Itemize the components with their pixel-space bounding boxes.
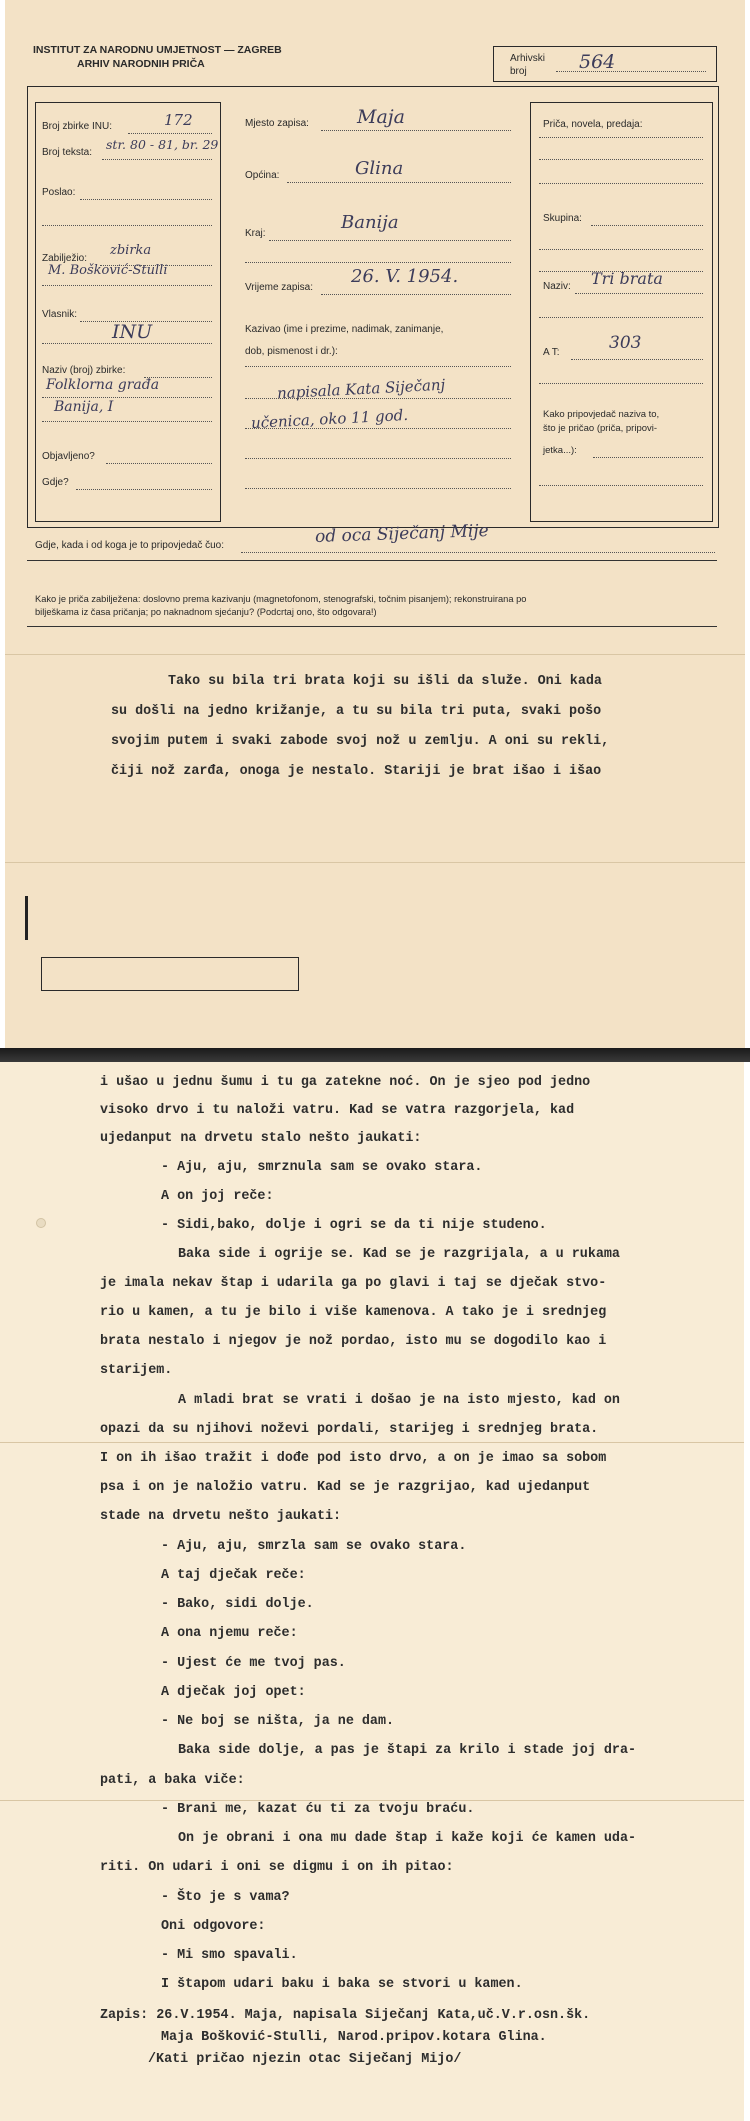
institute-name: INSTITUT ZA NARODNU UMJETNOST — ZAGREB — [33, 44, 282, 56]
date-value: 26. V. 1954. — [351, 266, 459, 287]
collection-number-label: Broj zbirke INU: — [42, 121, 113, 132]
story-line: stade na drvetu nešto jaukati: — [100, 1509, 342, 1524]
at-label: A T: — [543, 347, 560, 358]
archive-name: ARHIV NARODNIH PRIČA — [77, 58, 205, 70]
story-line: A taj dječak reče: — [161, 1568, 306, 1583]
where-label: Gdje? — [42, 477, 69, 488]
story-line: A on joj reče: — [161, 1189, 274, 1204]
archive-number-label: Arhivski — [510, 53, 546, 64]
municipality-value: Glina — [355, 158, 404, 179]
story-line: - Brani me, kazat ću ti za tvoju braću. — [161, 1802, 475, 1817]
story-line: - Bako, sidi dolje. — [161, 1597, 314, 1612]
story-line: A mladi brat se vrati i došao je na isto mjesto, kad on — [178, 1393, 620, 1408]
source-value: od oca Siječanj Mije — [314, 520, 489, 548]
collection-number-value: 172 — [164, 111, 193, 129]
story-line: starijem. — [100, 1363, 173, 1378]
story-line: Tako su bila tri brata koji su išli da služe. Oni kada — [168, 674, 602, 689]
story-line: Baka side dolje, a pas je štapi za krilo i stade joj dra- — [178, 1743, 637, 1758]
collection-name-value-2: Banija, I — [54, 399, 114, 415]
narrator-value-2: učenica, oko 11 god. — [250, 405, 409, 433]
collection-name-value: Folklorna građa — [46, 377, 160, 393]
archive-form-page — [5, 0, 745, 1048]
archive-number-value: 564 — [579, 51, 616, 73]
region-value: Banija — [341, 212, 399, 233]
story-line: brata nestalo i njegov je nož pordao, isto mu se dogodilo kao i — [100, 1334, 607, 1349]
date-label: Vrijeme zapisa: — [245, 282, 313, 293]
story-line: svojim putem i svaki zabode svoj nož u zemlju. A oni su rekli, — [111, 734, 610, 749]
title-value: Tri brata — [591, 269, 663, 288]
place-value: Maja — [357, 106, 406, 128]
text-number-label: Broj teksta: — [42, 147, 93, 158]
story-line: visoko drvo i tu naloži vatru. Kad se vatra razgorjela, kad — [100, 1103, 575, 1118]
story-line: Baka side i ogrije se. Kad se je razgrijala, a u rukama — [178, 1247, 620, 1262]
recorded-by-name: M. Bošković-Stulli — [48, 263, 168, 278]
story-line: - Aju, aju, smrznula sam se ovako stara. — [161, 1160, 483, 1175]
story-line: - Aju, aju, smrzla sam se ovako stara. — [161, 1539, 467, 1554]
record-note-line: /Kati pričao njezin otac Siječanj Mijo/ — [148, 2052, 462, 2067]
narrator-label: Kazivao (ime i prezime, nadimak, zanimanje, — [245, 324, 444, 335]
story-line: On je obrani i ona mu dade štap i kaže koji će kamen uda- — [178, 1831, 637, 1846]
sent-label: Poslao: — [42, 187, 76, 198]
recorded-by-value: zbirka — [110, 243, 152, 258]
archive-number-label-2: broj — [510, 66, 527, 77]
narrator-title-label-2: što je pričao (priča, pripovi- — [543, 423, 658, 434]
method-note-line-1: Kako je priča zabilježena: doslovno prema kazivanju (magnetofonom, stenografski, točnim pisanjem); rekonstruirana po — [35, 594, 527, 604]
story-line: ujedanput na drvetu stalo nešto jaukati: — [100, 1131, 422, 1146]
archive-number-box — [493, 46, 717, 82]
recorded-by-label: Zabilježio: — [42, 253, 88, 264]
story-line: - Ne boj se ništa, ja ne dam. — [161, 1714, 395, 1729]
right-column-box — [530, 102, 713, 522]
story-line: pati, a baka viče: — [100, 1773, 245, 1788]
municipality-label: Općina: — [245, 170, 280, 181]
record-note-line: Maja Bošković-Stulli, Narod.pripov.kotara Glina. — [161, 2030, 547, 2045]
narrator-value: napisala Kata Siječanj — [276, 375, 446, 403]
story-line: rio u kamen, a tu je bilo i više kamenova. A tako je i srednjeg — [100, 1305, 607, 1320]
story-line: - Mi smo spavali. — [161, 1948, 298, 1963]
text-number-value: str. 80 - 81, br. 29 — [106, 137, 219, 152]
owner-label: Vlasnik: — [42, 309, 78, 320]
empty-stamp-box — [41, 957, 299, 991]
story-line: riti. On udari i oni se digmu i on ih pitao: — [100, 1860, 454, 1875]
narrator-title-label: Kako pripovjedač naziva to, — [543, 409, 660, 420]
genre-label: Priča, novela, predaja: — [543, 119, 643, 130]
region-label: Kraj: — [245, 228, 266, 239]
story-line: I on ih išao tražit i dođe pod isto drvo, a on je imao sa sobom — [100, 1451, 607, 1466]
story-line: A ona njemu reče: — [161, 1626, 298, 1641]
narrator-title-label-3: jetka...): — [543, 445, 577, 456]
story-line: su došli na jedno križanje, a tu su bila tri puta, svaki pošo — [111, 704, 602, 719]
story-line: Oni odgovore: — [161, 1919, 266, 1934]
group-label: Skupina: — [543, 213, 582, 224]
story-line: je imala nekav štap i udarila ga po glavi i taj se dječak stvo- — [100, 1276, 607, 1291]
record-note-line: Zapis: 26.V.1954. Maja, napisala Siječanj Kata,uč.V.r.osn.šk. — [100, 2008, 591, 2023]
story-line: - Što je s vama? — [161, 1890, 290, 1905]
left-column-box — [35, 102, 221, 522]
source-label: Gdje, kada i od koga je to pripovjedač čuo: — [35, 540, 225, 551]
story-line: i ušao u jednu šumu i tu ga zatekne noć. On je sjeo pod jedno — [100, 1075, 591, 1090]
story-line: I štapom udari baku i baka se stvori u kamen. — [161, 1977, 523, 1992]
narrator-label-2: dob, pismenost i dr.): — [245, 346, 338, 357]
story-line: čiji nož zarđa, onoga je nestalo. Stariji je brat išao i išao — [111, 764, 602, 779]
story-line: A dječak joj opet: — [161, 1685, 306, 1700]
story-line: opazi da su njihovi noževi pordali, starijeg i srednjeg brata. — [100, 1422, 599, 1437]
story-line: - Sidi,bako, dolje i ogri se da ti nije studeno. — [161, 1218, 547, 1233]
collection-name-label: Naziv (broj) zbirke: — [42, 365, 126, 376]
place-label: Mjesto zapisa: — [245, 118, 309, 129]
title-label: Naziv: — [543, 281, 571, 292]
owner-value: INU — [112, 321, 153, 343]
published-label: Objavljeno? — [42, 451, 95, 462]
story-line: - Ujest će me tvoj pas. — [161, 1656, 346, 1671]
scan-separator — [0, 1048, 750, 1062]
at-value: 303 — [609, 333, 642, 353]
story-line: psa i on je naložio vatru. Kad se je razgrijao, kad ujedanput — [100, 1480, 591, 1495]
method-note-line-2: bilješkama iz časa pričanja; po naknadnom sjećanju? (Podcrtaj ono, što odgovara!) — [35, 607, 377, 617]
